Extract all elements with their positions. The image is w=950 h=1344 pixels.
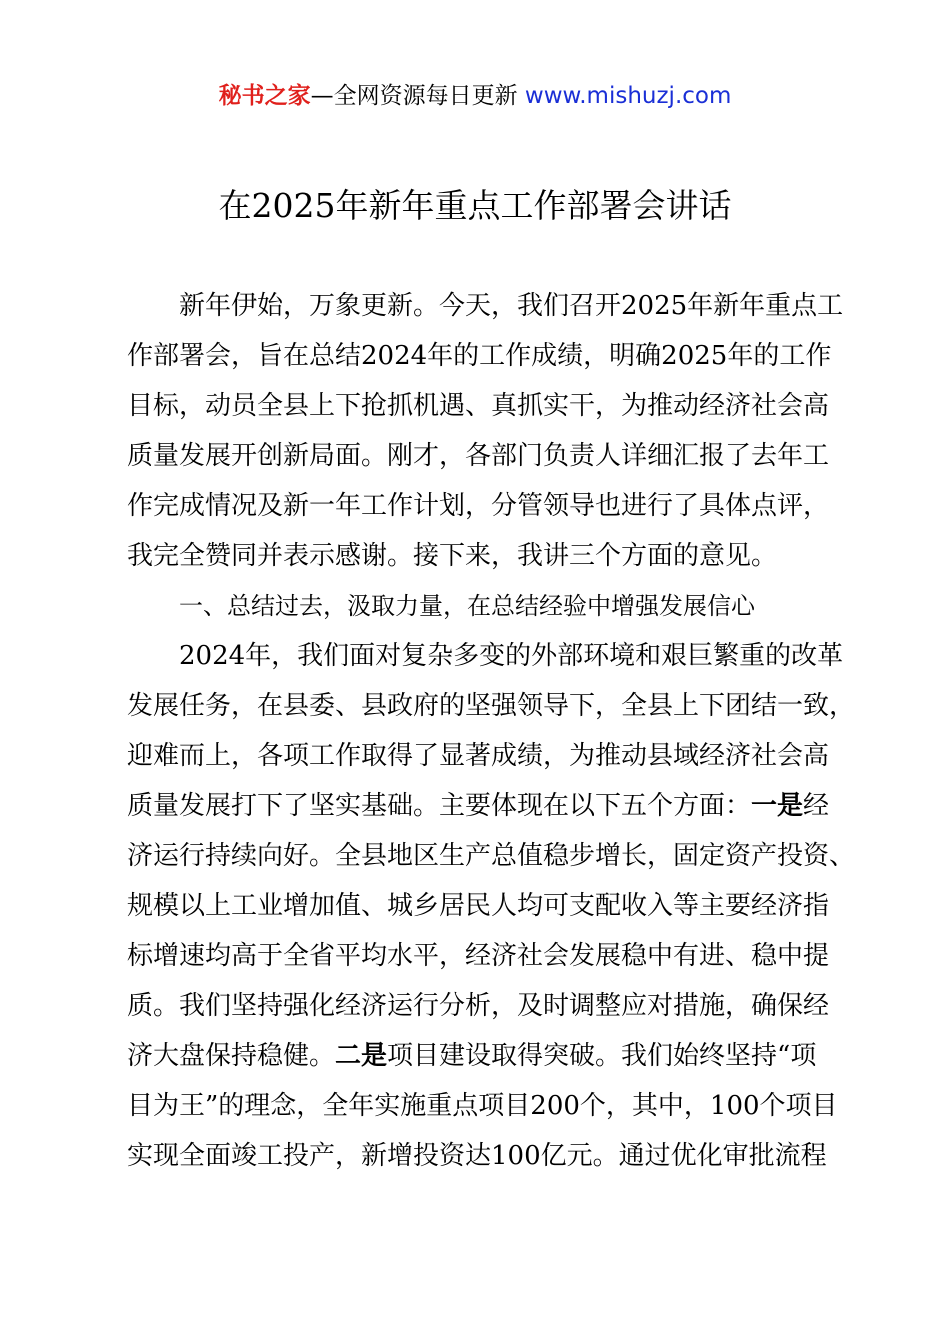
text-line	[127, 781, 847, 831]
document-title: 在2025年新年重点工作部署会讲话	[218, 186, 732, 225]
document-body	[127, 281, 856, 1181]
text-line	[127, 1031, 847, 1081]
text-line: 目为王”的理念，全年实施重点项目200个，其中，100个项目	[127, 1091, 838, 1121]
bold-marker: 二是	[335, 1041, 388, 1071]
site-url-link[interactable]: www.mishuzj.com	[524, 83, 732, 109]
text-line: 质。我们坚持强化经济运行分析，及时调整应对措施，确保经	[127, 991, 830, 1021]
text-line: 作完成情况及新一年工作计划，分管领导也进行了具体点评，	[127, 491, 830, 521]
text-line: 规模以上工业增加值、城乡居民人均可支配收入等主要经济指	[127, 891, 830, 921]
text-line: 我完全赞同并表示感谢。接下来，我讲三个方面的意见。	[127, 541, 778, 571]
text-segment: 项目建设取得突破。我们始终坚持“项	[387, 1041, 817, 1071]
text-line: 质量发展开创新局面。刚才，各部门负责人详细汇报了去年工	[127, 441, 830, 471]
text-segment: 质量发展打下了坚实基础。主要体现在以下五个方面：	[127, 791, 752, 821]
text-line: 目标，动员全县上下抢抓机遇、真抓实干，为推动经济社会高	[127, 391, 830, 421]
text-line: 标增速均高于全省平均水平，经济社会发展稳中有进、稳中提	[127, 941, 830, 971]
text-segment: 经	[803, 791, 830, 821]
text-segment: 济大盘保持稳健。	[127, 1041, 336, 1071]
site-header	[0, 80, 950, 112]
text-line: 实现全面竣工投产，新增投资达100亿元。通过优化审批流程	[127, 1141, 827, 1171]
text-line: 2024年，我们面对复杂多变的外部环境和艰巨繁重的改革	[179, 641, 844, 671]
text-line: 作部署会，旨在总结2024年的工作成绩，明确2025年的工作	[127, 341, 832, 371]
bold-marker: 一是	[751, 791, 804, 821]
text-line: 新年伊始，万象更新。今天，我们召开2025年新年重点工	[179, 291, 844, 321]
brand-name: 秘书之家	[218, 83, 311, 109]
text-line: 济运行持续向好。全县地区生产总值稳步增长，固定资产投资、	[127, 841, 856, 871]
section-heading: 一、总结过去，汲取力量，在总结经验中增强发展信心	[179, 592, 755, 620]
text-line: 发展任务，在县委、县政府的坚强领导下，全县上下团结一致，	[127, 691, 856, 721]
text-line: 迎难而上，各项工作取得了显著成绩，为推动县域经济社会高	[127, 741, 830, 771]
header-slogan: —全网资源每日更新	[310, 83, 525, 109]
